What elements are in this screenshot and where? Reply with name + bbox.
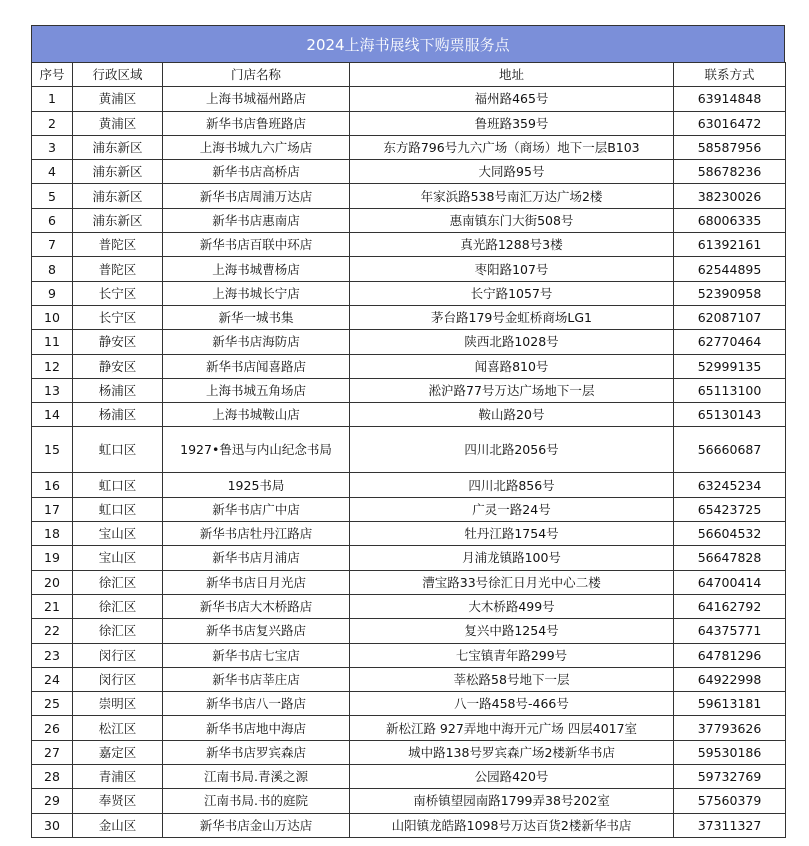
- cell-district: 普陀区: [73, 233, 163, 257]
- cell-store-name: 新华书店大木桥路店: [163, 594, 350, 618]
- cell-contact: 59613181: [674, 692, 786, 716]
- cell-district: 黄浦区: [73, 111, 163, 135]
- cell-district: 杨浦区: [73, 378, 163, 402]
- cell-address: 四川北路2056号: [350, 427, 674, 473]
- cell-district: 静安区: [73, 330, 163, 354]
- cell-contact: 52999135: [674, 354, 786, 378]
- table-row: [32, 667, 786, 691]
- table-row: [32, 570, 786, 594]
- table-row: [32, 330, 786, 354]
- cell-index: 9: [32, 281, 73, 305]
- cell-store-name: 新华书店百联中环店: [163, 233, 350, 257]
- cell-district: 虹口区: [73, 473, 163, 497]
- cell-address: 南桥镇望园南路1799弄38号202室: [350, 789, 674, 813]
- table-row: [32, 87, 786, 111]
- cell-address: 真光路1288号3楼: [350, 233, 674, 257]
- cell-store-name: 上海书城九六广场店: [163, 135, 350, 159]
- header-district: 行政区域: [73, 63, 163, 87]
- table-row: [32, 789, 786, 813]
- cell-index: 20: [32, 570, 73, 594]
- cell-address: 茅台路179号金虹桥商场LG1: [350, 305, 674, 329]
- table-row: [32, 740, 786, 764]
- cell-store-name: 新华书店金山万达店: [163, 813, 350, 837]
- cell-index: 23: [32, 643, 73, 667]
- cell-index: 28: [32, 765, 73, 789]
- cell-contact: 56660687: [674, 427, 786, 473]
- service-points-table: [31, 62, 786, 838]
- cell-contact: 62087107: [674, 305, 786, 329]
- cell-contact: 61392161: [674, 233, 786, 257]
- table-row: [32, 111, 786, 135]
- table-row: [32, 765, 786, 789]
- cell-index: 29: [32, 789, 73, 813]
- cell-index: 10: [32, 305, 73, 329]
- cell-address: 公园路420号: [350, 765, 674, 789]
- cell-store-name: 新华书店八一路店: [163, 692, 350, 716]
- table-row: [32, 497, 786, 521]
- cell-store-name: 上海书城鞍山店: [163, 403, 350, 427]
- cell-store-name: 上海书城福州路店: [163, 87, 350, 111]
- cell-contact: 57560379: [674, 789, 786, 813]
- table-row: [32, 522, 786, 546]
- cell-address: 广灵一路24号: [350, 497, 674, 521]
- cell-district: 宝山区: [73, 546, 163, 570]
- cell-store-name: 上海书城曹杨店: [163, 257, 350, 281]
- cell-address: 长宁路1057号: [350, 281, 674, 305]
- table-row: [32, 594, 786, 618]
- table-row: [32, 546, 786, 570]
- cell-address: 福州路465号: [350, 87, 674, 111]
- cell-index: 27: [32, 740, 73, 764]
- table-row: [32, 692, 786, 716]
- cell-address: 漕宝路33号徐汇日月光中心二楼: [350, 570, 674, 594]
- table-row: [32, 184, 786, 208]
- cell-store-name: 新华书店广中店: [163, 497, 350, 521]
- cell-index: 8: [32, 257, 73, 281]
- cell-contact: 62770464: [674, 330, 786, 354]
- cell-contact: 62544895: [674, 257, 786, 281]
- table-row: [32, 378, 786, 402]
- cell-address: 惠南镇东门大街508号: [350, 208, 674, 232]
- table-row: [32, 257, 786, 281]
- cell-district: 黄浦区: [73, 87, 163, 111]
- cell-index: 7: [32, 233, 73, 257]
- cell-store-name: 新华书店七宝店: [163, 643, 350, 667]
- table-row: [32, 281, 786, 305]
- cell-store-name: 上海书城长宁店: [163, 281, 350, 305]
- cell-contact: 52390958: [674, 281, 786, 305]
- cell-address: 月浦龙镇路100号: [350, 546, 674, 570]
- cell-contact: 56604532: [674, 522, 786, 546]
- cell-address: 鲁班路359号: [350, 111, 674, 135]
- cell-store-name: 新华书店周浦万达店: [163, 184, 350, 208]
- cell-district: 崇明区: [73, 692, 163, 716]
- cell-store-name: 1927•鲁迅与内山纪念书局: [163, 427, 350, 473]
- cell-store-name: 新华书店日月光店: [163, 570, 350, 594]
- table-row: [32, 716, 786, 740]
- cell-district: 徐汇区: [73, 619, 163, 643]
- cell-contact: 56647828: [674, 546, 786, 570]
- cell-address: 莘松路58号地下一层: [350, 667, 674, 691]
- cell-address: 枣阳路107号: [350, 257, 674, 281]
- cell-index: 22: [32, 619, 73, 643]
- cell-address: 淞沪路77号万达广场地下一层: [350, 378, 674, 402]
- cell-district: 杨浦区: [73, 403, 163, 427]
- cell-index: 30: [32, 813, 73, 837]
- cell-address: 四川北路856号: [350, 473, 674, 497]
- table-row: [32, 305, 786, 329]
- cell-index: 1: [32, 87, 73, 111]
- table-row: [32, 643, 786, 667]
- cell-index: 18: [32, 522, 73, 546]
- cell-address: 城中路138号罗宾森广场2楼新华书店: [350, 740, 674, 764]
- table-row: [32, 160, 786, 184]
- cell-store-name: 新华书店月浦店: [163, 546, 350, 570]
- cell-index: 12: [32, 354, 73, 378]
- cell-contact: 38230026: [674, 184, 786, 208]
- cell-district: 闵行区: [73, 643, 163, 667]
- cell-contact: 64922998: [674, 667, 786, 691]
- cell-district: 浦东新区: [73, 160, 163, 184]
- cell-contact: 63245234: [674, 473, 786, 497]
- cell-district: 浦东新区: [73, 208, 163, 232]
- table-row: [32, 473, 786, 497]
- cell-district: 金山区: [73, 813, 163, 837]
- cell-index: 3: [32, 135, 73, 159]
- cell-address: 八一路458号-466号: [350, 692, 674, 716]
- cell-store-name: 新华书店惠南店: [163, 208, 350, 232]
- cell-contact: 64700414: [674, 570, 786, 594]
- cell-address: 鞍山路20号: [350, 403, 674, 427]
- cell-store-name: 新华书店罗宾森店: [163, 740, 350, 764]
- cell-district: 徐汇区: [73, 594, 163, 618]
- cell-district: 虹口区: [73, 497, 163, 521]
- cell-address: 陕西北路1028号: [350, 330, 674, 354]
- cell-district: 静安区: [73, 354, 163, 378]
- table-row: [32, 427, 786, 473]
- table-row: [32, 619, 786, 643]
- cell-index: 5: [32, 184, 73, 208]
- cell-store-name: 1925书局: [163, 473, 350, 497]
- cell-index: 11: [32, 330, 73, 354]
- cell-contact: 59530186: [674, 740, 786, 764]
- cell-store-name: 新华书店海防店: [163, 330, 350, 354]
- cell-district: 浦东新区: [73, 184, 163, 208]
- cell-district: 浦东新区: [73, 135, 163, 159]
- cell-store-name: 新华一城书集: [163, 305, 350, 329]
- cell-store-name: 新华书店闻喜路店: [163, 354, 350, 378]
- table-row: [32, 813, 786, 837]
- cell-district: 青浦区: [73, 765, 163, 789]
- cell-contact: 65130143: [674, 403, 786, 427]
- cell-address: 七宝镇青年路299号: [350, 643, 674, 667]
- table-row: [32, 208, 786, 232]
- cell-contact: 64375771: [674, 619, 786, 643]
- cell-contact: 68006335: [674, 208, 786, 232]
- header-row: [32, 63, 786, 87]
- cell-contact: 58678236: [674, 160, 786, 184]
- cell-district: 长宁区: [73, 305, 163, 329]
- cell-contact: 59732769: [674, 765, 786, 789]
- cell-store-name: 江南书局.青溪之源: [163, 765, 350, 789]
- cell-index: 14: [32, 403, 73, 427]
- cell-district: 徐汇区: [73, 570, 163, 594]
- table-row: [32, 354, 786, 378]
- cell-store-name: 新华书店鲁班路店: [163, 111, 350, 135]
- cell-index: 16: [32, 473, 73, 497]
- cell-address: 新松江路 927弄地中海开元广场 四层4017室: [350, 716, 674, 740]
- cell-index: 21: [32, 594, 73, 618]
- cell-address: 复兴中路1254号: [350, 619, 674, 643]
- cell-district: 长宁区: [73, 281, 163, 305]
- table-title: 2024上海书展线下购票服务点: [31, 25, 785, 62]
- cell-address: 山阳镇龙皓路1098号万达百货2楼新华书店: [350, 813, 674, 837]
- cell-index: 19: [32, 546, 73, 570]
- header-address: 地址: [350, 63, 674, 87]
- cell-district: 奉贤区: [73, 789, 163, 813]
- cell-address: 闻喜路810号: [350, 354, 674, 378]
- cell-store-name: 新华书店复兴路店: [163, 619, 350, 643]
- cell-index: 13: [32, 378, 73, 402]
- cell-contact: 64781296: [674, 643, 786, 667]
- service-points-sheet: [31, 25, 785, 838]
- cell-address: 牡丹江路1754号: [350, 522, 674, 546]
- cell-store-name: 新华书店地中海店: [163, 716, 350, 740]
- cell-contact: 63016472: [674, 111, 786, 135]
- cell-index: 17: [32, 497, 73, 521]
- cell-district: 普陀区: [73, 257, 163, 281]
- cell-district: 虹口区: [73, 427, 163, 473]
- table-row: [32, 135, 786, 159]
- table-row: [32, 233, 786, 257]
- cell-index: 4: [32, 160, 73, 184]
- cell-store-name: 新华书店莘庄店: [163, 667, 350, 691]
- cell-store-name: 江南书局.书的庭院: [163, 789, 350, 813]
- cell-contact: 37311327: [674, 813, 786, 837]
- cell-address: 年家浜路538号南汇万达广场2楼: [350, 184, 674, 208]
- header-store-name: 门店名称: [163, 63, 350, 87]
- cell-index: 2: [32, 111, 73, 135]
- cell-contact: 64162792: [674, 594, 786, 618]
- cell-contact: 65423725: [674, 497, 786, 521]
- cell-contact: 37793626: [674, 716, 786, 740]
- cell-contact: 63914848: [674, 87, 786, 111]
- cell-address: 东方路796号九六广场（商场）地下一层B103: [350, 135, 674, 159]
- cell-index: 6: [32, 208, 73, 232]
- cell-index: 25: [32, 692, 73, 716]
- table-row: [32, 403, 786, 427]
- cell-district: 嘉定区: [73, 740, 163, 764]
- cell-store-name: 上海书城五角场店: [163, 378, 350, 402]
- cell-district: 闵行区: [73, 667, 163, 691]
- cell-index: 26: [32, 716, 73, 740]
- header-index: 序号: [32, 63, 73, 87]
- cell-address: 大木桥路499号: [350, 594, 674, 618]
- cell-address: 大同路95号: [350, 160, 674, 184]
- cell-contact: 58587956: [674, 135, 786, 159]
- cell-store-name: 新华书店牡丹江路店: [163, 522, 350, 546]
- cell-index: 24: [32, 667, 73, 691]
- cell-district: 宝山区: [73, 522, 163, 546]
- cell-store-name: 新华书店高桥店: [163, 160, 350, 184]
- cell-district: 松江区: [73, 716, 163, 740]
- cell-index: 15: [32, 427, 73, 473]
- header-contact: 联系方式: [674, 63, 786, 87]
- cell-contact: 65113100: [674, 378, 786, 402]
